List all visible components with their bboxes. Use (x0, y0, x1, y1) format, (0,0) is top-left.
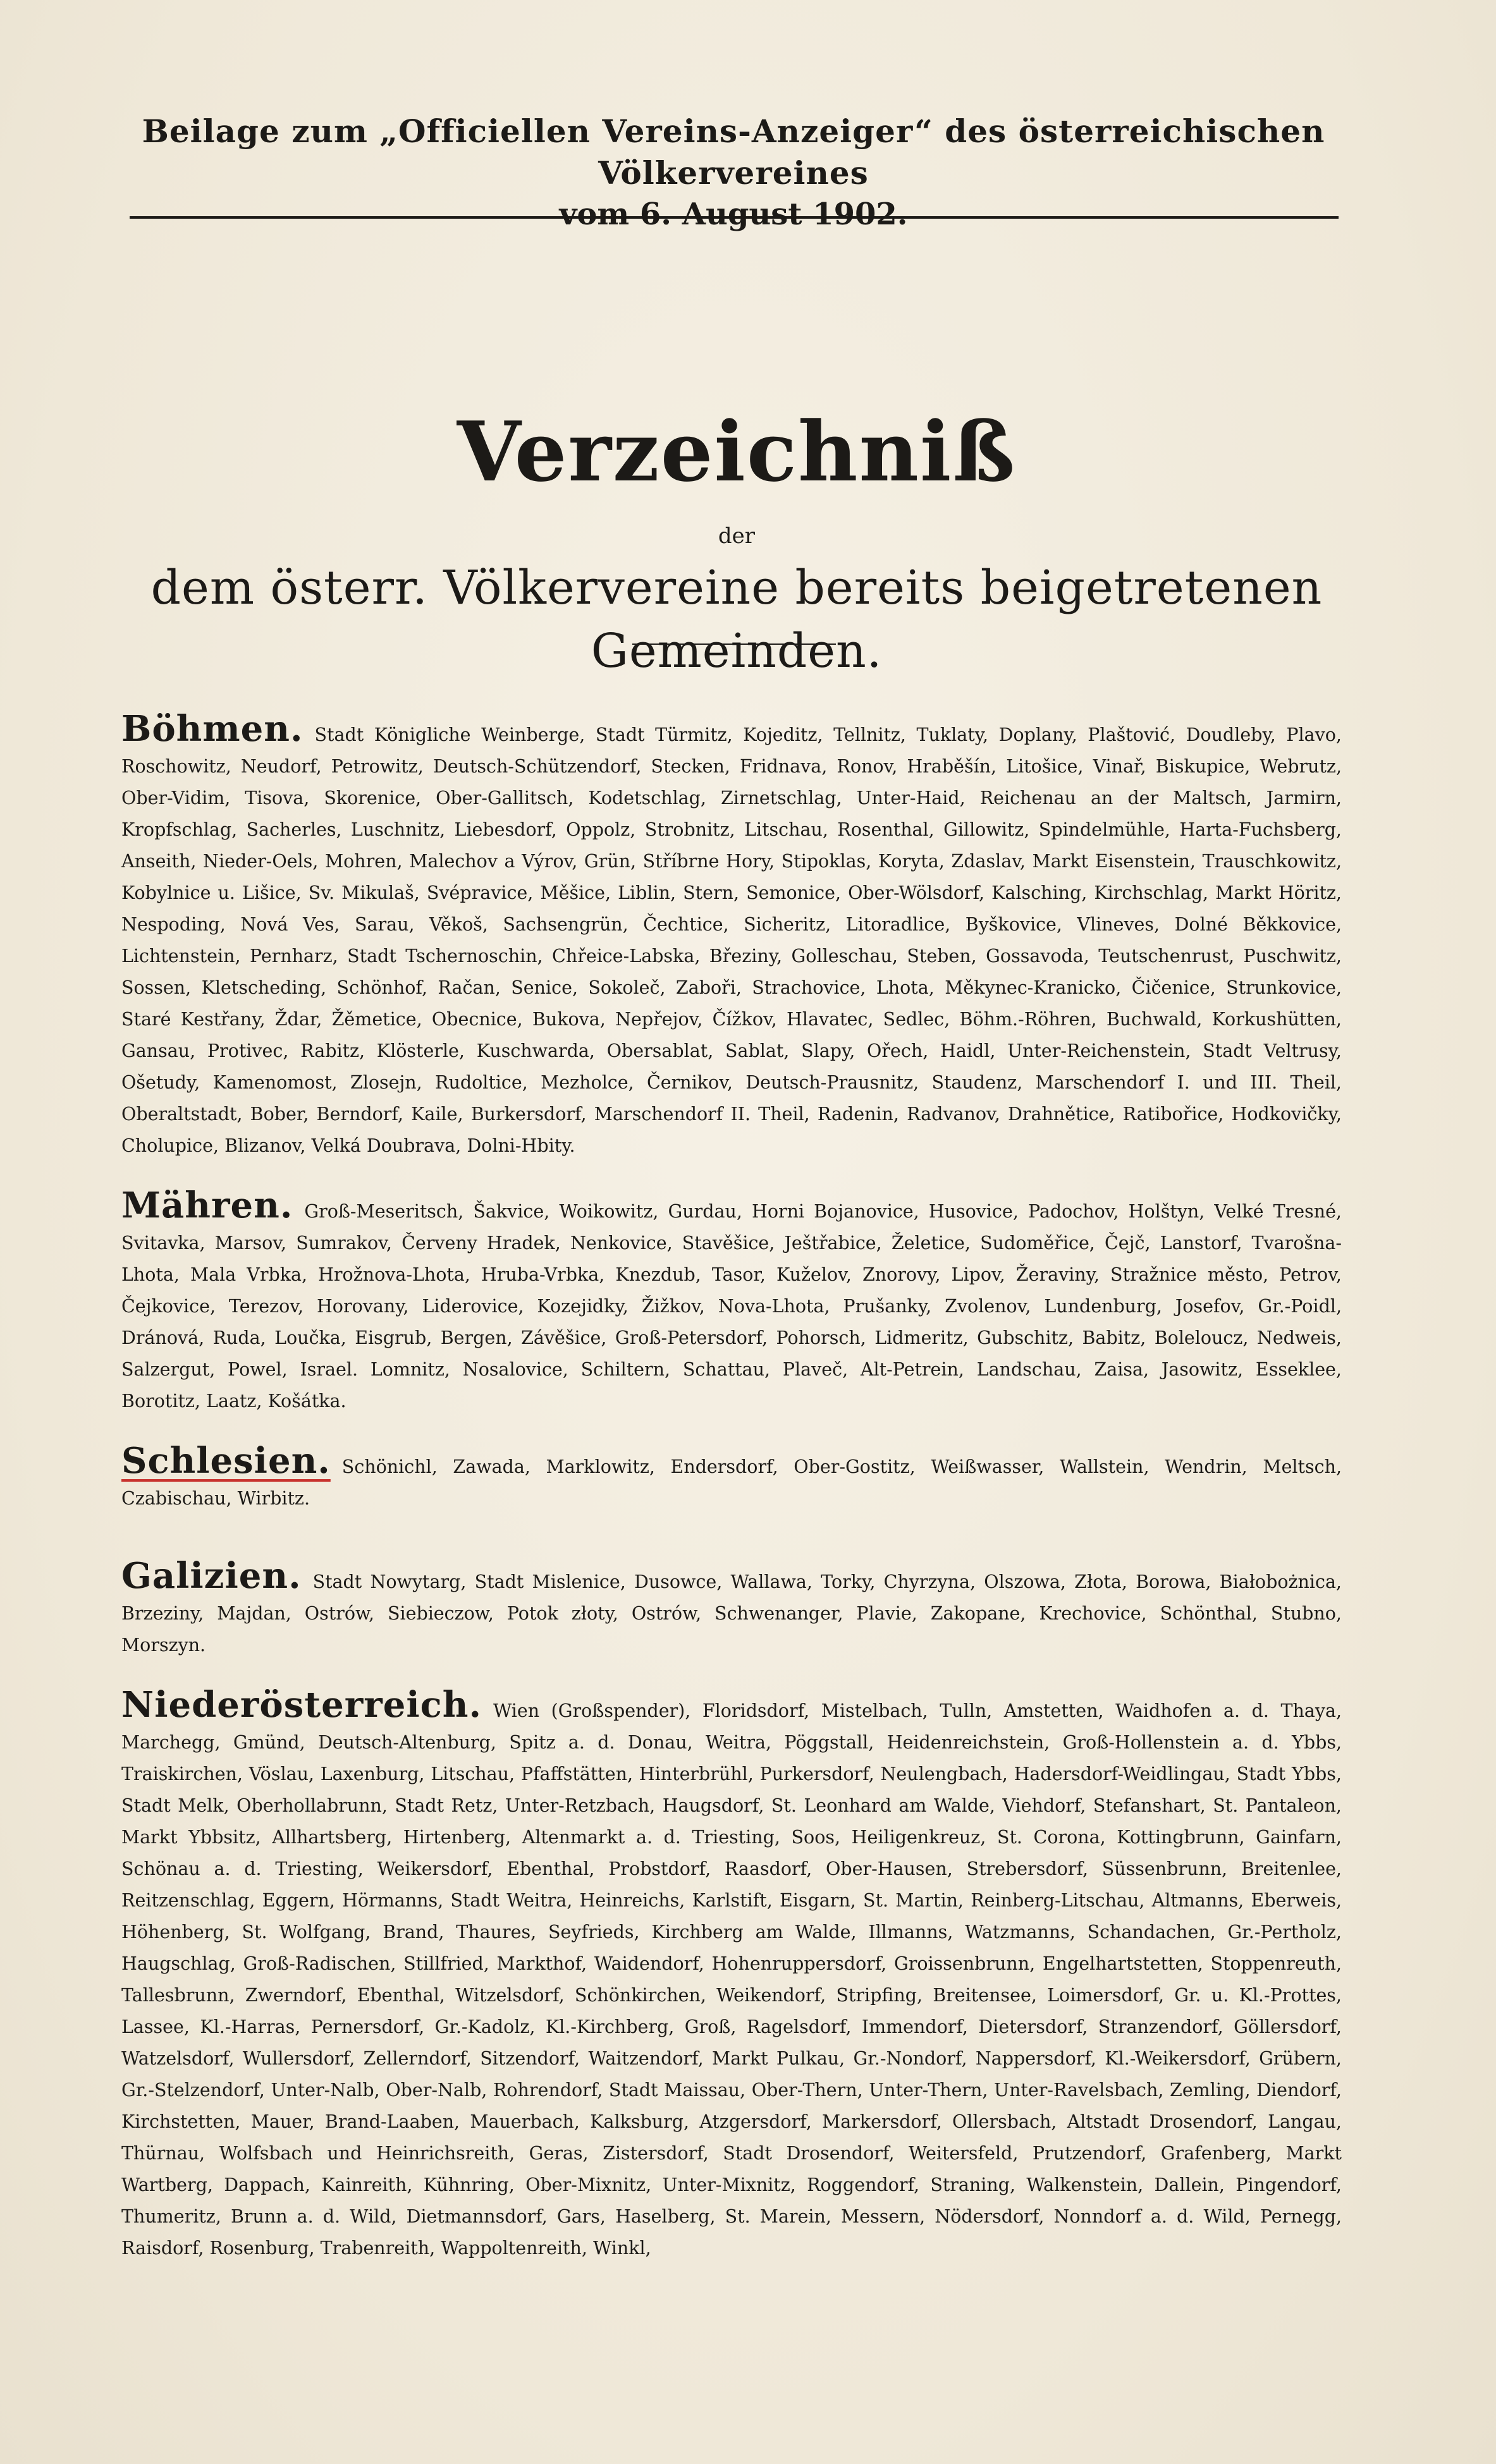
region-heading: Böhmen. (121, 708, 303, 750)
page-title: Verzeichniß (457, 403, 1017, 500)
town-list: Stadt Königliche Weinberge, Stadt Türmitz, Kojeditz, Tellnitz, Tuklaty, Doplany, Plaštović, Doudleby, Plavo, Roschowitz, Neudorf, Petrowitz, Deutsch-Schützendorf, Stecken, Fridnava, Ronov, Hraběšín, Litošice, Vinař, Biskupice, Webrutz, Ober-Vidim, Tisova, Skorenice, Ober-Gallitsch, Kodetschlag, Zirnetschlag, Unter-Haid, Reichenau an der Maltsch, Jarmirn, Kropfschlag, Sacherles, Luschnitz, Liebesdorf, Oppolz, Strobnitz, Litschau, Rosenthal, Gillowitz, Spindelmühle, Harta-Fuchsberg, Anseith, Nieder-Oels, Mohren, Malechov a Výrov, Grün, Stříbrne Hory, Stipoklas, Koryta, Zdaslav, Markt Eisenstein, Trauschkowitz, Kobylnice u. Lišice, Sv. Mikulaš, Svépravice, Měšice, Liblin, Stern, Semonice, Ober-Wölsdorf, Kalsching, Kirchschlag, Markt Höritz, Nespoding, Nová Ves, Sarau, Věkoš, Sachsengrün, Čechtice, Sicheritz, Litoradlice, Byškovice, Vlineves, Dolné Běkkovice, Lichtenstein, Pernharz, Stadt Tschernoschin, Chřeice-Labska, Březiny, Golleschau, Steben, Gossavoda, Teutschenrust, Puschwitz, Sossen, Kletscheding, Schönhof, Račan, Senice, Sokoleč, Zaboři, Strachovice, Lhota, Měkynec-Kranicko, Čičenice, Strunkovice, Staré Kestřany, Ždar, Žěmetice, Obecnice, Bukova, Nepřejov, Čížkov, Hlavatec, Sedlec, Böhm.-Röhren, Buchwald, Korkushütten, Gansau, Protivec, Rabitz, Klösterle, Kuschwarda, Obersablat, Sablat, Slapy, Ořech, Haidl, Unter-Reichenstein, Stadt Veltrusy, Ošetudy, Kamenomost, Zlosejn, Rudoltice, Mezholce, Černikov, Deutsch-Prausnitz, Staudenz, Marschendorf I. und III. Theil, Oberaltstadt, Bober, Berndorf, Kaile, Burkersdorf, Marschendorf II. Theil, Radenin, Radvanov, Drahnětice, Ratibořice, Hodkovičky, Cholupice, Blizanov, Velká Doubrava, Dolni-Hbity. (121, 724, 1342, 1156)
region-heading: Schlesien. (121, 1440, 331, 1482)
header-date: vom 6. August 1902. (559, 197, 908, 232)
section-schlesien (121, 1440, 1342, 1515)
town-list: Wien (Großspender), Floridsdorf, Mistelbach, Tulln, Amstetten, Waidhofen a. d. Thaya, Marchegg, Gmünd, Deutsch-Altenburg, Spitz a. d. Donau, Weitra, Pöggstall, Heidenreichstein, Groß-Hollenstein a. d. Ybbs, Traiskirchen, Vöslau, Laxenburg, Litschau, Pfaffstätten, Hinterbrühl, Purkersdorf, Neulengbach, Hadersdorf-Weidlingau, Stadt Ybbs, Stadt Melk, Oberhollabrunn, Stadt Retz, Unter-Retzbach, Haugsdorf, St. Leonhard am Walde, Viehdorf, Stefanshart, St. Pantaleon, Markt Ybbsitz, Allhartsberg, Hirtenberg, Altenmarkt a. d. Triesting, Soos, Heiligenkreuz, St. Corona, Kottingbrunn, Gainfarn, Schönau a. d. Triesting, Weikersdorf, Ebenthal, Probstdorf, Raasdorf, Ober-Hausen, Strebersdorf, Süssenbrunn, Breitenlee, Reitzenschlag, Eggern, Hörmanns, Stadt Weitra, Heinreichs, Karlstift, Eisgarn, St. Martin, Reinberg-Litschau, Altmanns, Eberweis, Höhenberg, St. Wolfgang, Brand, Thaures, Seyfrieds, Kirchberg am Walde, Illmanns, Watzmanns, Schandachen, Gr.-Pertholz, Haugschlag, Groß-Radischen, Stillfried, Markthof, Waidendorf, Hohenruppersdorf, Groissenbrunn, Engelhartstetten, Stoppenreuth, Tallesbrunn, Zwerndorf, Ebenthal, Witzelsdorf, Schönkirchen, Weikendorf, Stripfing, Breitensee, Loimersdorf, Gr. u. Kl.-Prottes, Lassee, Kl.-Harras, Pernersdorf, Gr.-Kadolz, Kl.-Kirchberg, Groß, Ragelsdorf, Immendorf, Dietersdorf, Stranzendorf, Göllersdorf, Watzelsdorf, Wullersdorf, Zellerndorf, Sitzendorf, Waitzendorf, Markt Pulkau, Gr.-Nondorf, Nappersdorf, Kl.-Weikersdorf, Grübern, Gr.-Stelzendorf, Unter-Nalb, Ober-Nalb, Rohrendorf, Stadt Maissau, Ober-Thern, Unter-Thern, Unter-Ravelsbach, Zemling, Diendorf, Kirchstetten, Mauer, Brand-Laaben, Mauerbach, Kalksburg, Atzgersdorf, Markersdorf, Ollersbach, Altstadt Drosendorf, Langau, Thürnau, Wolfsbach und Heinrichsreith, Geras, Zistersdorf, Stadt Drosendorf, Weitersfeld, Prutzendorf, Grafenberg, Markt Wartberg, Dappach, Kainreith, Kühnring, Ober-Mixnitz, Unter-Mixnitz, Roggendorf, Straning, Walkenstein, Dallein, Pingendorf, Thumeritz, Brunn a. d. Wild, Dietmannsdorf, Gars, Haselberg, St. Marein, Messern, Nödersdorf, Nonndorf a. d. Wild, Pernegg, Raisdorf, Rosenburg, Trabenreith, Wappoltenreith, Winkl, (121, 1700, 1342, 2259)
section-maehren (121, 1185, 1342, 1417)
header-divider (130, 216, 1339, 219)
section-galizien (121, 1555, 1342, 1661)
region-heading: Niederösterreich. (121, 1684, 482, 1726)
region-heading: Mähren. (121, 1185, 293, 1226)
town-list: Groß-Meseritsch, Šakvice, Woikowitz, Gurdau, Horni Bojanovice, Husovice, Padochov, Holštyn, Velké Tresné, Svitavka, Marsov, Sumrakov, Červeny Hradek, Nenkovice, Stavěšice, Ještřabice, Želetice, Sudoměřice, Čejč, Lanstorf, Tvarošna-Lhota, Mala Vrbka, Hrožnova-Lhota, Hruba-Vrbka, Knezdub, Tasor, Kuželov, Znorovy, Lipov, Žeraviny, Stražnice město, Petrov, Čejkovice, Terezov, Horovany, Liderovice, Kozejidky, Žižkov, Nova-Lhota, Prušanky, Zvolenov, Lundenburg, Josefov, Gr.-Poidl, Dránová, Ruda, Loučka, Eisgrub, Bergen, Závěšice, Groß-Petersdorf, Pohorsch, Lidmeritz, Gubschitz, Babitz, Boleloucz, Nedweis, Salzergut, Powel, Israel. Lomnitz, Nosalovice, Schiltern, Schattau, Plaveč, Alt-Petrein, Landschau, Zaisa, Jasowitz, Esseklee, Borotitz, Laatz, Košátka. (121, 1201, 1342, 1412)
title-connector: der (718, 523, 756, 549)
page-subtitle: dem österr. Völkervereine bereits beigetretenen Gemeinden. (150, 561, 1323, 678)
section-niederoesterreich (121, 1684, 1342, 2264)
region-heading: Galizien. (121, 1555, 302, 1597)
header-line-1: Beilage zum „Officiellen Vereins-Anzeiger“ des österreichischen Völkervereines (142, 113, 1325, 192)
town-list: Schönichl, Zawada, Marklowitz, Endersdorf, Ober-Gostitz, Weißwasser, Wallstein, Wendrin, Meltsch, Czabischau, Wirbitz. (121, 1456, 1342, 1509)
town-list: Stadt Nowytarg, Stadt Mislenice, Dusowce, Wallawa, Torky, Chyrzyna, Olszowa, Złota, Borowa, Białobożnica, Brzeziny, Majdan, Ostrów, Siebieczow, Potok złoty, Ostrów, Schwenanger, Plavie, Zakopane, Krechovice, Schönthal, Stubno, Morszyn. (121, 1571, 1342, 1656)
section-boehmen (121, 708, 1342, 1162)
title-divider (632, 643, 836, 645)
